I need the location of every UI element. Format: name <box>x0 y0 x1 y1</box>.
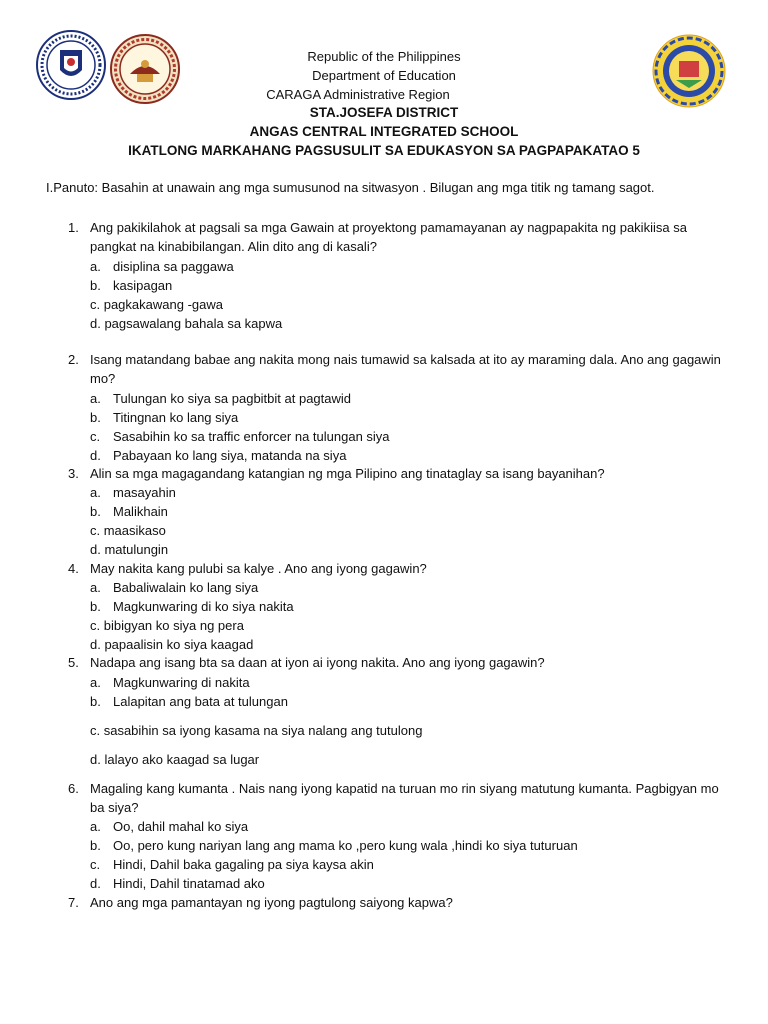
option[interactable] <box>90 692 288 711</box>
option-text: disiplina sa paggawa <box>113 259 234 274</box>
option-letter: a. <box>90 675 101 690</box>
option-letter: a. <box>90 391 101 406</box>
option-text: d. papaalisin ko siya kaagad <box>90 637 254 652</box>
header-region: CARAGA Administrative Region <box>266 87 450 102</box>
option-letter: d. <box>90 876 101 891</box>
option-text: Hindi, Dahil baka gagaling pa siya kaysa akin <box>113 857 374 872</box>
option[interactable] <box>90 295 223 314</box>
exam-title: IKATLONG MARKAHANG PAGSUSULIT SA EDUKASYON SA PAGPAPAKATAO 5 <box>128 143 640 158</box>
question-7 <box>68 893 728 912</box>
question-number: 6. <box>68 781 79 796</box>
option-letter: a. <box>90 485 101 500</box>
question-text: Nadapa ang isang bta sa daan at iyon ai iyong nakita. Ano ang iyong gagawin? <box>90 655 545 670</box>
question-text: Ano ang mga pamantayan ng iyong pagtulong saiyong kapwa? <box>90 895 453 910</box>
question-number: 2. <box>68 352 79 367</box>
option-text: Sasabihin ko sa traffic enforcer na tulungan siya <box>113 429 390 444</box>
option-text: Lalapitan ang bata at tulungan <box>113 694 288 709</box>
question-number: 4. <box>68 561 79 576</box>
header-school: ANGAS CENTRAL INTEGRATED SCHOOL <box>249 124 519 139</box>
option-text: c. bibigyan ko siya ng pera <box>90 618 244 633</box>
option[interactable] <box>90 721 422 740</box>
question-number: 3. <box>68 466 79 481</box>
option-letter: a. <box>90 819 101 834</box>
option-text: kasipagan <box>113 278 173 293</box>
option-letter: c. <box>90 429 101 444</box>
option-letter: c. <box>90 857 101 872</box>
option-text: Magkunwaring di nakita <box>113 675 250 690</box>
option[interactable] <box>90 502 168 521</box>
option-text: Magkunwaring di ko siya nakita <box>113 599 294 614</box>
question-4 <box>68 559 728 578</box>
option[interactable] <box>90 276 172 295</box>
option-letter: b. <box>90 838 101 853</box>
option[interactable] <box>90 635 253 654</box>
option-text: Malikhain <box>113 504 168 519</box>
option-text: c. sasabihin sa iyong kasama na siya nalang ang tutulong <box>90 723 423 738</box>
option-letter: b. <box>90 694 101 709</box>
option-text: Hindi, Dahil tinatamad ako <box>113 876 265 891</box>
option[interactable] <box>90 836 578 855</box>
option[interactable] <box>90 540 168 559</box>
option[interactable] <box>90 314 282 333</box>
option[interactable] <box>90 389 351 408</box>
question-text: Magaling kang kumanta . Nais nang iyong kapatid na turuan mo rin siyang matutung kumanta. Pagbigyan mo ba siya? <box>90 781 719 815</box>
question-6 <box>68 779 728 817</box>
option-text: Tulungan ko siya sa pagbitbit at pagtawid <box>113 391 352 406</box>
option-text: Oo, pero kung nariyan lang ang mama ko ,pero kung wala ,hindi ko siya tuturuan <box>113 838 578 853</box>
option-letter: b. <box>90 504 101 519</box>
option-text: Oo, dahil mahal ko siya <box>113 819 249 834</box>
option[interactable] <box>90 521 166 540</box>
question-text: May nakita kang pulubi sa kalye . Ano ang iyong gagawin? <box>90 561 427 576</box>
option-letter: d. <box>90 448 101 463</box>
instructions: I.Panuto: Basahin at unawain ang mga sumusunod na sitwasyon . Bilugan ang mga titik ng tamang sagot. <box>46 180 655 195</box>
question-text: Isang matandang babae ang nakita mong nais tumawid sa kalsada at ito ay maraming dala. Ano ang gagawin mo? <box>90 352 721 386</box>
option-text: d. pagsawalang bahala sa kapwa <box>90 316 283 331</box>
option-letter: b. <box>90 599 101 614</box>
question-3 <box>68 464 728 483</box>
header-district: STA.JOSEFA DISTRICT <box>309 105 459 120</box>
option-text: Titingnan ko lang siya <box>113 410 239 425</box>
header-deped: Department of Education <box>312 68 456 83</box>
option-text: d. lalayo ako kaagad sa lugar <box>90 752 260 767</box>
option[interactable] <box>90 483 176 502</box>
option[interactable] <box>90 578 258 597</box>
option-text: Babaliwalain ko lang siya <box>113 580 259 595</box>
option[interactable] <box>90 616 244 635</box>
option-letter: b. <box>90 410 101 425</box>
question-number: 7. <box>68 895 79 910</box>
option[interactable] <box>90 257 234 276</box>
question-text: Alin sa mga magagandang katangian ng mga Pilipino ang tinataglay sa isang bayanihan? <box>90 466 605 481</box>
option[interactable] <box>90 446 346 465</box>
option-text: d. matulungin <box>90 542 169 557</box>
option[interactable] <box>90 427 390 446</box>
option[interactable] <box>90 855 374 874</box>
option-text: c. maasikaso <box>90 523 166 538</box>
option[interactable] <box>90 817 248 836</box>
question-2 <box>68 350 728 388</box>
header-republic: Republic of the Philippines <box>307 49 461 64</box>
question-text: Ang pakikilahok at pagsali sa mga Gawain at proyektong pamamayanan ay nagpapakita ng pakikiisa sa pangkat na kinabibilangan. Alin dito ang di kasali? <box>90 220 687 254</box>
option-letter: a. <box>90 580 101 595</box>
option[interactable] <box>90 597 294 616</box>
option[interactable] <box>90 874 265 893</box>
question-number: 5. <box>68 655 79 670</box>
option-text: masayahin <box>113 485 176 500</box>
option[interactable] <box>90 750 259 769</box>
question-1 <box>68 218 728 256</box>
option-text: c. pagkakawang -gawa <box>90 297 223 312</box>
question-5 <box>68 653 728 672</box>
option-letter: a. <box>90 259 101 274</box>
option[interactable] <box>90 408 238 427</box>
option-letter: b. <box>90 278 101 293</box>
option-text: Pabayaan ko lang siya, matanda na siya <box>113 448 347 463</box>
option[interactable] <box>90 673 250 692</box>
question-number: 1. <box>68 220 79 235</box>
